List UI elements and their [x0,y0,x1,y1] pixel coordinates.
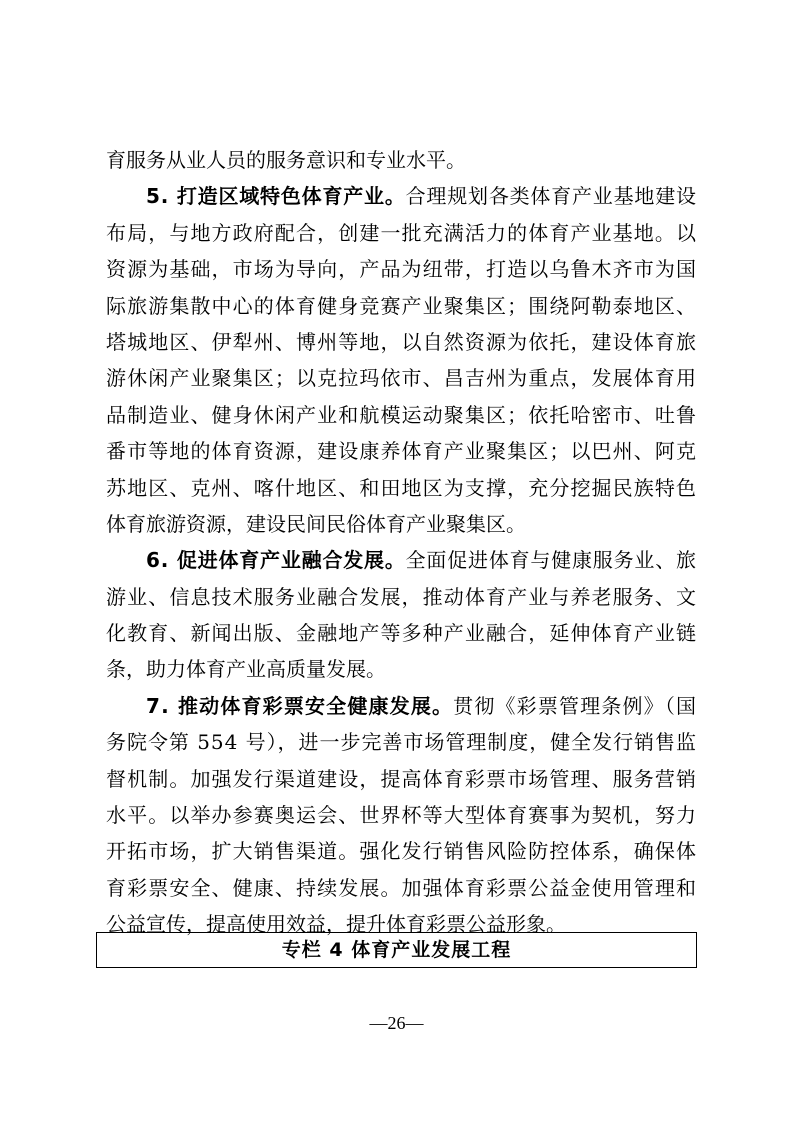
line-text: 体育旅游资源，建设民间民俗体育产业聚集区。 [106,511,526,536]
section-heading: 7. 推动体育彩票安全健康发展。 [146,693,454,718]
paragraph-line [106,833,696,869]
line-text: 条，助力体育产业高质量发展。 [106,657,386,682]
section-heading: 5. 打造区域特色体育产业。 [146,184,406,209]
line-text: 督机制。加强发行渠道建设，提高体育彩票市场管理、服务营销 [106,766,698,791]
paragraph-line [106,433,696,469]
paragraph-line [106,506,696,542]
line-text: 游休闲产业聚集区；以克拉玛依市、昌吉州为重点，发展体育用 [106,366,698,391]
paragraph-line [106,579,696,615]
line-text: 番市等地的体育资源，建设康养体育产业聚集区；以巴州、阿克 [106,439,698,464]
paragraph-line [106,797,696,833]
line-text: 布局，与地方政府配合，创建一批充满活力的体育产业基地。以 [106,220,698,245]
paragraph-line [106,360,696,396]
document-body [106,142,696,943]
line-text: 开拓市场，扩大销售渠道。强化发行销售风险防控体系，确保体 [106,839,698,864]
paragraph-line [106,870,696,906]
line-text: 务院令第 554 号），进一步完善市场管理制度，健全发行销售监 [106,730,697,755]
paragraph-line [106,215,696,251]
paragraph-line [106,251,696,287]
paragraph-line [106,761,696,797]
paragraph-line [106,470,696,506]
column-box-title: 专栏 4 体育产业发展工程 [96,932,697,968]
line-text: 公益宣传，提高使用效益，提升体育彩票公益形象。 [106,912,566,937]
line-text: 贯彻《彩票管理条例》（国 [453,693,698,718]
line-text: 育彩票安全、健康、持续发展。加强体育彩票公益金使用管理和 [106,875,698,900]
page-number: —26— [369,1013,424,1033]
line-text: 育服务从业人员的服务意识和专业水平。 [106,148,466,172]
section-heading: 6. 促进体育产业融合发展。 [146,548,406,573]
line-text: 资源为基础，市场为导向，产品为纽带，打造以乌鲁木齐市为国 [106,257,698,282]
line-text: 水平。以举办参赛奥运会、世界杯等大型体育赛事为契机，努力 [106,803,698,828]
paragraph-line [106,324,696,360]
line-text: 全面促进体育与健康服务业、旅 [405,548,697,573]
paragraph-line [106,142,696,178]
line-text: 游业、信息技术服务业融合发展，推动体育产业与养老服务、文 [106,584,698,609]
paragraph-line [106,615,696,651]
paragraph-first-line [106,178,696,214]
line-text: 合理规划各类体育产业基地建设 [405,184,697,209]
line-text: 化教育、新闻出版、金融地产等多种产业融合，延伸体育产业链 [106,621,698,646]
paragraph-line [106,288,696,324]
line-text: 塔城地区、伊犁州、博州等地，以自然资源为依托，建设体育旅 [106,329,698,354]
line-text: 苏地区、克州、喀什地区、和田地区为支撑，充分挖掘民族特色 [106,475,698,500]
paragraph-first-line [106,542,696,578]
paragraph-line [106,397,696,433]
paragraph-line [106,724,696,760]
paragraph-line [106,651,696,687]
line-text: 品制造业、健身休闲产业和航模运动聚集区；依托哈密市、吐鲁 [106,402,698,427]
line-text: 际旅游集散中心的体育健身竞赛产业聚集区；围绕阿勒泰地区、 [106,293,698,318]
paragraph-first-line [106,688,696,724]
